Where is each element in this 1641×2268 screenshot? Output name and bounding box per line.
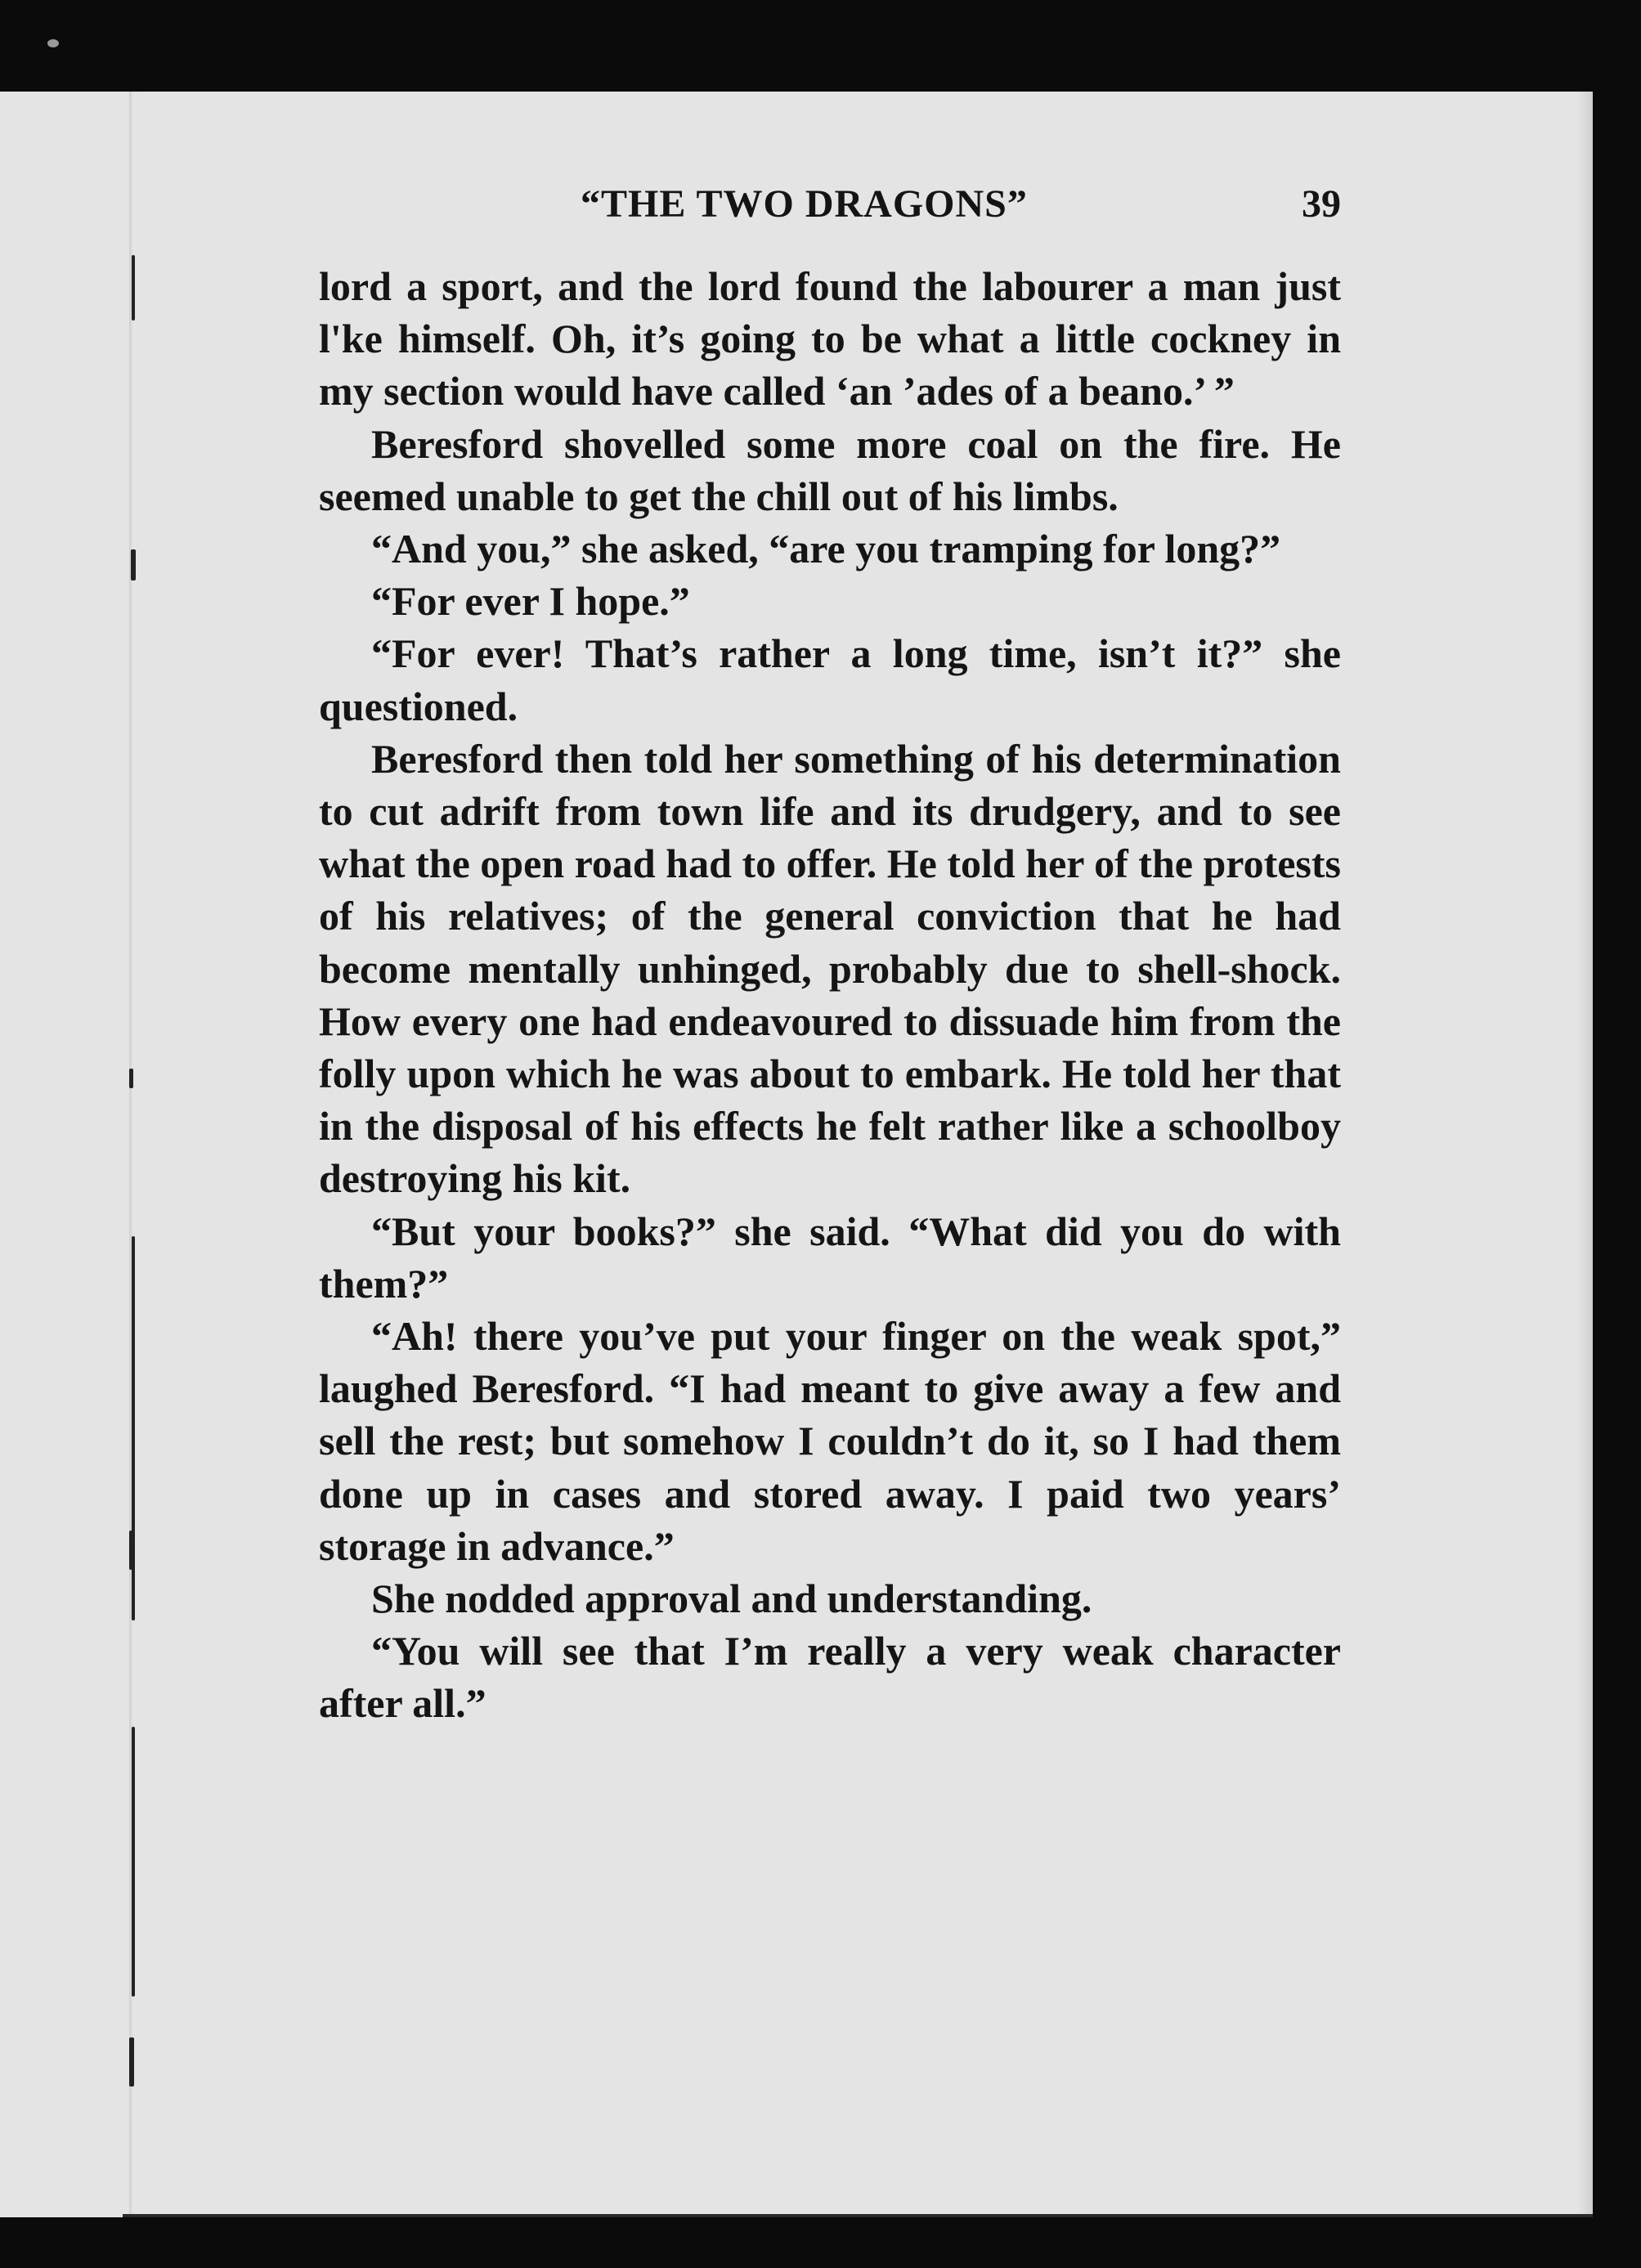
page-bottom-edge [123,2214,1593,2217]
margin-mark [129,1531,134,1570]
paragraph: “But your books?” she said. “What did you do with them?” [319,1208,1341,1307]
paragraph: “You will see that I’m really a very weak character after all.” [319,1628,1341,1727]
paragraph: lord a sport, and the lord found the labourer a man just l'ke himself. Oh, it’s going to be what a little cockney in my section would have called ‘an ’ades of a beano.’ ” [319,263,1341,415]
paragraph: “And you,” she asked, “are you tramping for long?” [371,526,1281,572]
running-head-title: “THE TWO DRAGONS” [581,182,1028,226]
paragraph: “For ever! That’s rather a long time, isn’t it?” she questioned. [319,630,1341,729]
paragraph: Beresford shovelled some more coal on the fire. He seemed unable to get the chill out of his limbs. [319,420,1341,519]
page-edge-shadow [1578,92,1593,2217]
paragraph: She nodded approval and understanding. [371,1575,1092,1622]
margin-mark [131,549,136,580]
scan-speck [47,39,59,47]
page-number: 39 [1302,182,1341,226]
paragraph: Beresford then told her something of his determination to cut adrift from town life and its drudgery, and to see what the open road had to offer. He told her of the protests of his relatives; of the general conviction that he had become mentally unhinged, probably due to shell-shock. How every one had endeavoured to dissuade him from the folly upon which he was about to embark. He told her that in the disposal of his effects he felt rather like a schoolboy destroying his kit. [319,735,1341,1202]
running-head [319,182,1341,255]
margin-mark [132,255,135,320]
margin-mark [129,1069,133,1088]
body-text [319,260,1341,1730]
margin-mark [132,1727,135,1997]
paragraph: “Ah! there you’ve put your finger on the weak spot,” laughed Beresford. “I had meant to give away a few and sell the rest; but somehow I couldn’t do it, so I had them done up in cases and stored away. I paid two years’ storage in advance.” [319,1313,1341,1569]
margin-mark [129,2037,134,2086]
paragraph: “For ever I hope.” [371,578,690,625]
